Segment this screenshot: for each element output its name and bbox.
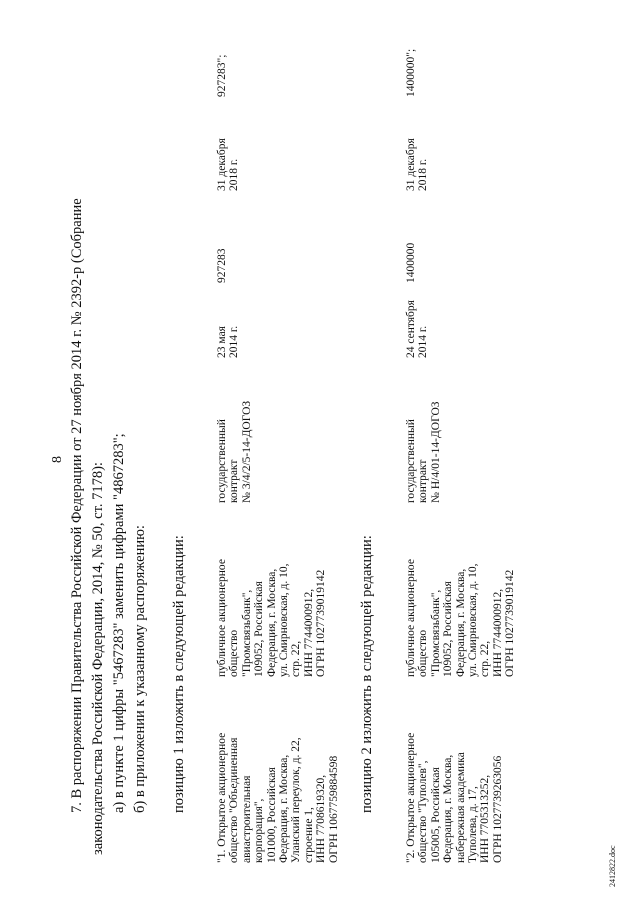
row-1-amount: 927283 [216,248,228,283]
paragraph-item-b: б) в приложении к указанному распоряжению: [132,525,148,813]
paragraph-item-a: а) в пункте 1 цифры "5467283" заменить цифрами "4867283"; [111,433,127,813]
row-2-end-date: 31 декабря 2018 г. [405,138,430,191]
paragraph-line-2: законодательства Российской Федерации, 2014, № 50, ст. 7178): [90,462,106,855]
row-2-limit: 1400000"; [405,48,417,97]
row-2-amount: 1400000 [405,242,417,283]
row-1-borrower: "1. Открытое акционерное общество "Объединенная авиастроительная корпорация", 101000, Российская Федерация, г. Москва, Уланский переулок, д. 22, строение 1, ИНН 7708619320, ОГРН 1067759884598 [216,732,340,863]
page-number: 8 [50,456,65,463]
row-2-bank: публичное акционерное общество "Промсвязьбанк", 109052, Российская Федерация, г. Москва, ул. Смирновская, д. 10, стр. 22, ИНН 7744000912, ОГРН 1027739019142 [405,559,517,677]
row-2-contract-date: 24 сентября 2014 г. [405,300,430,358]
row-1-contract: государственный контракт № 3/4/2/5-14-ДОГОЗ [216,400,253,503]
paragraph-line-1: 7. В распоряжении Правительства Российской Федерации от 27 ноября 2014 г. № 2392-р (Собрание [69,198,85,813]
file-name: 2412822.doc [608,845,617,887]
row-1-limit: 927283"; [216,54,228,97]
position-2-intro: позицию 2 изложить в следующей редакции: [359,535,375,813]
row-2-contract: государственный контракт № Н/4/01-14-ДОГОЗ [405,401,442,503]
row-1-bank: публичное акционерное общество "Промсвязьбанк", 109052, Российская Федерация, г. Москва, ул. Смирновская, д. 10, стр. 22, ИНН 7744000912, ОГРН 1027739019142 [216,559,328,677]
row-1-contract-date: 23 мая 2014 г. [216,325,241,358]
row-2-borrower: "2. Открытое акционерное общество "Туполев", 105005, Российская Федерация, г. Москва, набережная академика Туполева, д. 17, ИНН 7705313252, ОГРН 1027739263056 [405,732,504,863]
row-1-end-date: 31 декабря 2018 г. [216,138,241,191]
position-1-intro: позицию 1 изложить в следующей редакции: [171,535,187,813]
